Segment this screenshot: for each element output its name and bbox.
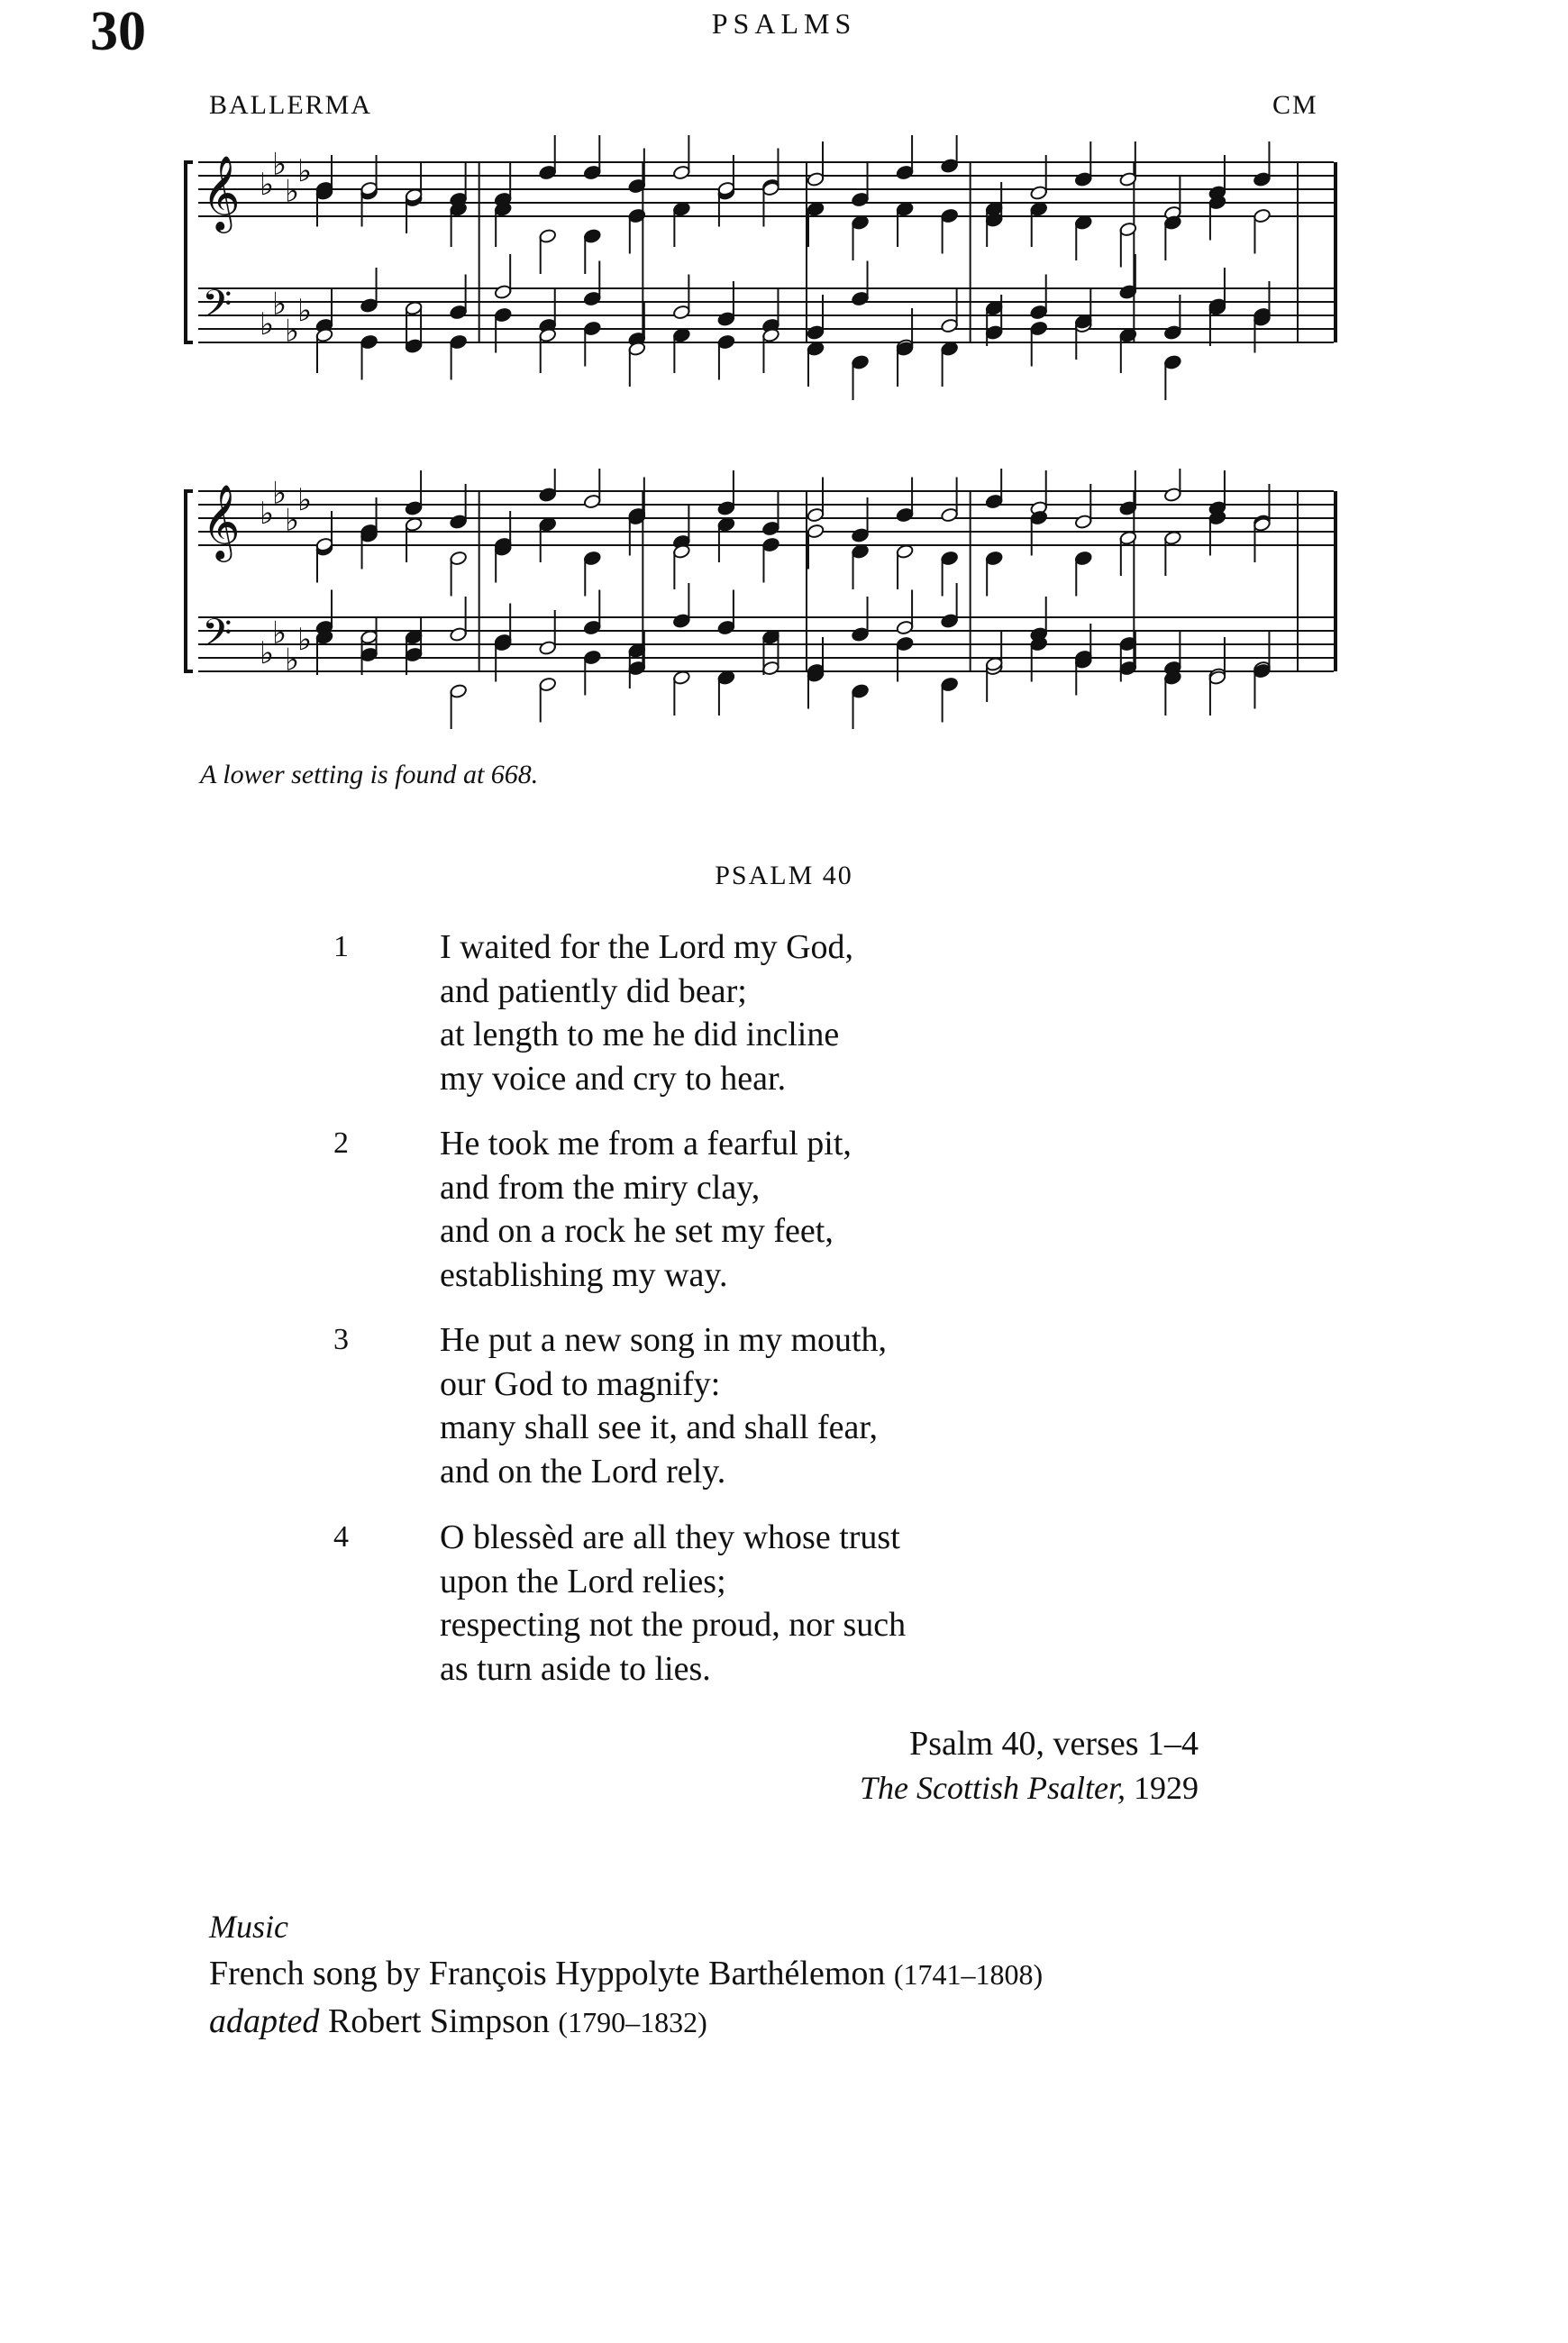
flat-icon: ♭ [285, 313, 300, 350]
verse-lines [440, 1516, 1251, 1691]
bass-clef-icon: 𝄢 [202, 611, 232, 665]
adapter-line [209, 1998, 1381, 2046]
verse-number: 2 [333, 1126, 349, 1160]
flat-icon: ♭ [297, 153, 313, 189]
verse-line: O blessèd are all they whose trust [440, 1518, 900, 1556]
verse-lines [440, 1318, 1251, 1493]
flat-icon: ♭ [285, 502, 300, 539]
metre-label: CM [1272, 90, 1318, 120]
verse-line: and patiently did bear; [440, 971, 747, 1010]
source-book-year: 1929 [1134, 1770, 1199, 1806]
psalm-heading: PSALM 40 [715, 861, 853, 890]
flat-icon: ♭ [285, 173, 300, 210]
verse-line: upon the Lord relies; [440, 1562, 726, 1600]
verse-line: and on a rock he set my feet, [440, 1212, 834, 1250]
verse-line: my voice and cry to hear. [440, 1059, 787, 1098]
verse-line: I waited for the Lord my God, [440, 928, 854, 966]
verse-line: as turn aside to lies. [440, 1649, 711, 1688]
score-svg [180, 135, 1343, 433]
running-head: PSALMS [711, 7, 857, 40]
flat-icon: ♭ [260, 306, 275, 342]
verse-lines [440, 1122, 1251, 1297]
verse-line: many shall see it, and shall fear, [440, 1409, 878, 1446]
flat-icon: ♭ [272, 146, 287, 183]
flat-icon: ♭ [285, 642, 300, 679]
flat-icon: ♭ [260, 635, 275, 671]
verse-number: 3 [333, 1323, 349, 1356]
flat-icon: ♭ [260, 496, 275, 532]
flat-icon: ♭ [297, 622, 313, 658]
page-number: 30 [90, 1, 146, 62]
flat-icon: ♭ [297, 293, 313, 329]
verse-number: 4 [333, 1520, 349, 1554]
verse-line: respecting not the proud, nor such [440, 1606, 907, 1644]
composer-text: French song by François Hyppolyte Barthélemon [209, 1955, 886, 1992]
source-attribution [631, 1721, 1199, 1810]
source-book-title: The Scottish Psalter, [860, 1770, 1126, 1806]
treble-clef-icon: 𝄞 [202, 483, 241, 559]
music-system-1 [180, 135, 1343, 433]
verse-line: establishing my way. [440, 1255, 728, 1294]
composer-line [209, 1950, 1381, 1998]
adapter-name: Robert Simpson [327, 2002, 550, 2040]
verse-lines [440, 925, 1251, 1100]
bass-clef-icon: 𝄢 [202, 282, 232, 336]
composer-dates: (1741–1808) [893, 1958, 1044, 1991]
music-system-2 [180, 469, 1343, 739]
music-credit [209, 1903, 1381, 2046]
music-credit-heading: Music [209, 1909, 288, 1945]
system-bracket [186, 162, 193, 342]
adapted-label: adapted [209, 2002, 320, 2040]
source-book [631, 1766, 1199, 1810]
flat-icon: ♭ [297, 482, 313, 518]
verse-line: and on the Lord rely. [440, 1452, 726, 1491]
verse-line: at length to me he did incline [440, 1016, 840, 1053]
verse-line: He put a new song in my mouth, [440, 1321, 888, 1359]
system-bracket [186, 491, 193, 671]
verse-line: and from the miry clay, [440, 1168, 761, 1207]
verse-number: 1 [333, 930, 349, 963]
flat-icon: ♭ [272, 475, 287, 512]
lower-setting-note: A lower setting is found at 668. [200, 760, 539, 789]
verse-line: He took me from a fearful pit, [440, 1125, 852, 1162]
flat-icon: ♭ [260, 167, 275, 203]
tune-name: BALLERMA [209, 90, 372, 120]
verse-line: our God to magnify: [440, 1364, 721, 1403]
treble-clef-icon: 𝄞 [202, 154, 241, 230]
flat-icon: ♭ [272, 615, 287, 652]
score-svg [180, 469, 1343, 739]
source-reference: Psalm 40, verses 1–4 [909, 1725, 1199, 1763]
flat-icon: ♭ [272, 286, 287, 323]
adapter-dates: (1790–1832) [558, 2006, 707, 2038]
